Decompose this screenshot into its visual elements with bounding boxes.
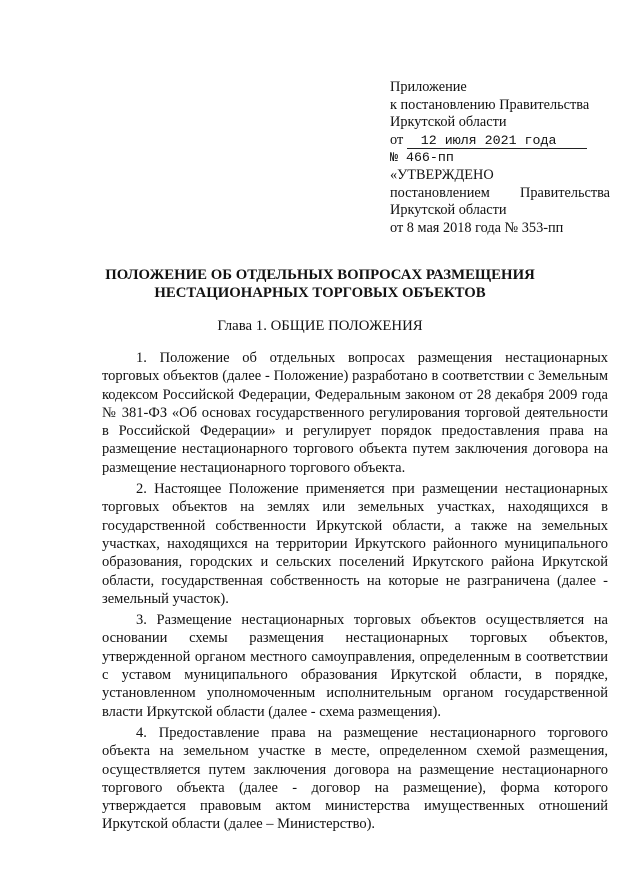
approved-by-line: [390, 185, 610, 203]
paragraph-1: 1. Положение об отдельных вопросах размещения нестационарных торговых объектов (далее - Положение) разработано в соответствии с Земельным кодексом Российской Федерации, Федеральным законом от 28 декабря 2009 года № 381-ФЗ «Об основах государственного регулирования торговой деятельности в Российской Федерации» и регулирует порядок предоставления права на размещение нестационарного торгового объекта путем заключения договора на размещение нестационарного торгового объекта.: [102, 350, 608, 476]
paragraph-4: 4. Предоставление права на размещение нестационарного торгового объекта на земельном участке в месте, определенном схемой размещения, осуществляется путем заключения договора на размещение нестационарного торгового объекта (далее - договор на размещение), форма которого утверждается правовым актом министерства имущественных отношений Иркутской области (далее – Министерство).: [102, 724, 608, 833]
approved-by-word2: Правительства: [520, 184, 610, 201]
appendix-date-line: [390, 132, 610, 150]
title-line-1: ПОЛОЖЕНИЕ ОБ ОТДЕЛЬНЫХ ВОПРОСАХ РАЗМЕЩЕНИЯ: [105, 267, 535, 283]
date-fill-line: [407, 133, 587, 149]
title-line-2: НЕСТАЦИОНАРНЫХ ТОРГОВЫХ ОБЪЕКТОВ: [154, 285, 486, 301]
appendix-number-line: [390, 149, 610, 167]
decree-number: 466-пп: [405, 150, 454, 166]
document-title: [60, 266, 580, 302]
document-body: [102, 349, 608, 837]
approved-date: от 8 мая 2018 года № 353-пп: [390, 219, 564, 236]
paragraph-3: 3. Размещение нестационарных торговых объектов осуществляется на основании схемы размещения нестационарных торговых объектов, утвержденной органом местного самоуправления, определенным в соответствии с уставом муниципального образования Иркутской области, в порядке, установленном уполномоченным исполнительным органом государственной власти Иркутской области (далее - схема размещения).: [102, 612, 608, 720]
appendix-decree-ref: к постановлению Правительства: [390, 96, 590, 113]
approved-stamp: «УТВЕРЖДЕНО: [390, 166, 494, 183]
number-label: №: [390, 150, 398, 166]
paragraph-2: 2. Настоящее Положение применяется при размещении нестационарных торговых объектов на землях или земельных участках, находящихся в государственной собственности Иркутской области, а также на земельных участках, находящихся на территории Иркутского районного муниципального образования, городских и сельских поселений Иркутского района Иркутской области, государственная собственность на которые не разграничена (далее - земельный участок).: [102, 481, 608, 607]
approved-region: Иркутской области: [390, 202, 507, 219]
appendix-region: Иркутской области: [390, 114, 507, 131]
chapter-heading: Глава 1. ОБЩИЕ ПОЛОЖЕНИЯ: [217, 318, 423, 334]
appendix-label: Приложение: [390, 79, 467, 95]
decree-date: 12 июля 2021 года: [420, 132, 557, 148]
approved-by-word1: постановлением: [390, 184, 490, 201]
appendix-block: [390, 79, 610, 237]
from-label: от: [390, 131, 404, 148]
